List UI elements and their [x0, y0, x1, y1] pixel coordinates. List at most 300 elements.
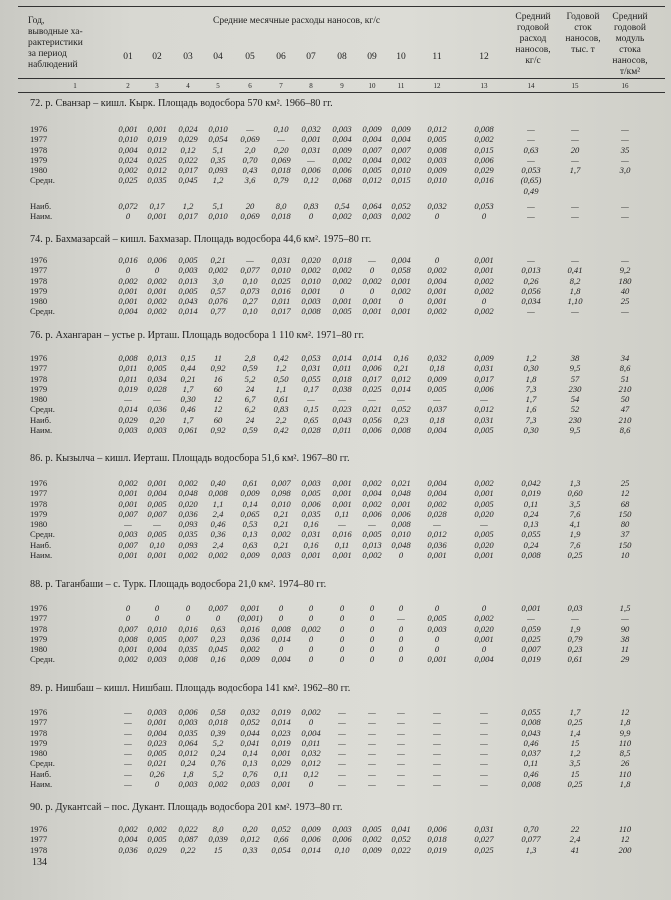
table-cell: 0,029: [474, 165, 494, 176]
table-cell: 0,022: [178, 824, 198, 834]
table-cell: 0,045: [178, 175, 198, 186]
table-cell: 0,36: [210, 529, 226, 540]
header-col14-line: годовой: [517, 23, 549, 33]
table-cell: 0,002: [332, 154, 352, 165]
table-cell: 0,005: [178, 255, 198, 265]
table-row: [0, 265, 671, 275]
table-cell: —: [397, 707, 405, 717]
table-cell: 0,007: [118, 623, 138, 634]
row-label: 1978: [30, 727, 48, 738]
table-cell: —: [571, 613, 579, 624]
table-cell: 0,008: [208, 488, 228, 499]
table-row: [0, 624, 671, 634]
table-cell: 0,035: [301, 508, 321, 519]
table-cell: —: [338, 748, 346, 759]
row-label: Средн.: [30, 306, 55, 317]
table-cell: 0,001: [147, 285, 167, 296]
table-cell: 0,001: [474, 255, 494, 265]
table-cell: 0: [434, 255, 440, 265]
table-cell: 0,024: [178, 124, 198, 134]
column-number: 6: [248, 82, 252, 90]
table-row: [0, 145, 671, 155]
table-cell: 0,064: [178, 737, 198, 748]
table-cell: 0,83: [273, 404, 289, 415]
table-cell: —: [433, 727, 441, 738]
table-cell: 60: [213, 383, 223, 394]
table-cell: —: [621, 124, 629, 134]
table-cell: 0,036: [147, 404, 167, 415]
table-row: [0, 613, 671, 623]
row-label: 1976: [30, 824, 48, 834]
table-cell: —: [433, 519, 441, 530]
table-cell: 0,004: [362, 154, 382, 165]
section-rows: [0, 824, 671, 855]
table-cell: 0,83: [303, 201, 319, 212]
table-cell: 0,025: [147, 154, 167, 165]
table-cell: 0,058: [391, 265, 411, 276]
table-cell: 0,018: [208, 717, 228, 728]
row-label: 1980: [30, 296, 48, 307]
table-cell: 12: [213, 394, 223, 405]
table-cell: 0: [339, 285, 345, 296]
table-cell: 0,21: [210, 255, 226, 265]
table-cell: 1,8: [569, 285, 581, 296]
table-cell: 0,003: [147, 707, 167, 717]
table-cell: 37: [620, 529, 630, 540]
table-cell: 80: [620, 519, 630, 530]
table-cell: 0,043: [332, 414, 352, 425]
table-cell: 0,006: [301, 165, 321, 176]
row-label: 1980: [30, 644, 48, 655]
table-cell: 1,8: [525, 373, 537, 384]
table-cell: 0,064: [362, 201, 382, 212]
table-cell: 0,037: [521, 748, 541, 759]
table-cell: 0: [398, 603, 404, 613]
table-cell: —: [368, 717, 376, 728]
table-cell: 0,003: [147, 425, 167, 436]
table-cell: 0,39: [210, 727, 226, 738]
table-row: [0, 758, 671, 768]
table-cell: 0,031: [301, 529, 321, 540]
table-cell: 0,001: [118, 498, 138, 509]
table-row: [0, 845, 671, 855]
table-cell: 0,036: [240, 633, 260, 644]
table-cell: (0,001): [237, 613, 263, 624]
header-col14-line: расход: [519, 34, 547, 44]
table-cell: 0,14: [242, 498, 258, 509]
table-cell: 0,029: [271, 758, 291, 769]
table-row: [0, 519, 671, 529]
table-cell: 0,22: [180, 844, 196, 855]
table-cell: 0,006: [474, 154, 494, 165]
table-cell: 0: [369, 654, 375, 665]
table-cell: 0,002: [391, 154, 411, 165]
row-label: 1976: [30, 478, 48, 488]
table-row: [0, 550, 671, 560]
table-cell: 0,92: [210, 425, 226, 436]
column-number: 16: [621, 82, 629, 90]
table-cell: 0: [434, 211, 440, 222]
table-cell: 0,006: [427, 824, 447, 834]
table-cell: 0,025: [118, 175, 138, 186]
table-cell: 15: [570, 768, 580, 779]
table-cell: 0: [398, 550, 404, 561]
table-cell: 0,004: [147, 727, 167, 738]
table-cell: 2,8: [244, 353, 256, 363]
table-cell: 0: [125, 211, 131, 222]
table-cell: 0: [434, 633, 440, 644]
table-cell: 0,012: [147, 165, 167, 176]
table-cell: 0,21: [180, 373, 196, 384]
table-row: [0, 134, 671, 144]
row-label: 1979: [30, 633, 48, 644]
table-cell: 0,005: [147, 498, 167, 509]
table-cell: 0,43: [242, 165, 258, 176]
table-cell: —: [433, 717, 441, 728]
table-cell: 0,054: [208, 134, 228, 145]
table-cell: 1,2: [275, 363, 287, 374]
table-cell: 20: [570, 144, 580, 155]
table-cell: (0,65): [520, 175, 542, 186]
table-row: [0, 175, 671, 185]
row-label: 1976: [30, 353, 48, 363]
month-header: 06: [276, 52, 286, 62]
table-row: [0, 186, 671, 196]
table-cell: 0: [308, 211, 314, 222]
column-number: 4: [186, 82, 190, 90]
table-cell: 0,006: [362, 425, 382, 436]
header-col16-line: наносов,: [612, 56, 648, 66]
table-cell: —: [153, 394, 161, 405]
table-cell: 0,005: [178, 285, 198, 296]
header-rule: [18, 78, 665, 79]
table-cell: 0,039: [208, 834, 228, 845]
header-col14-line: кг/с: [525, 56, 541, 66]
section-title: 90. р. Дукантсай – пос. Дукант. Площадь водосбора 201 км². 1973–80 гг.: [30, 802, 343, 813]
table-cell: 0,041: [240, 737, 260, 748]
table-cell: 0,005: [427, 383, 447, 394]
table-cell: 0,053: [521, 165, 541, 176]
table-cell: 51: [620, 373, 630, 384]
table-cell: 0,011: [332, 363, 352, 374]
table-cell: 0,019: [521, 654, 541, 665]
table-cell: 0,004: [427, 425, 447, 436]
table-cell: 0,002: [474, 285, 494, 296]
table-cell: —: [338, 727, 346, 738]
table-cell: 0,031: [474, 363, 494, 374]
table-cell: —: [397, 779, 405, 790]
month-header: 04: [213, 52, 223, 62]
table-cell: 9,2: [619, 265, 631, 276]
section-rows: [0, 255, 671, 317]
table-cell: 0,012: [362, 175, 382, 186]
table-row: [0, 255, 671, 265]
table-cell: 0,001: [391, 275, 411, 286]
table-cell: 0,036: [427, 539, 447, 550]
table-cell: 0,052: [391, 404, 411, 415]
table-row: [0, 779, 671, 789]
table-cell: 12: [213, 404, 223, 415]
table-cell: 0,005: [362, 529, 382, 540]
table-cell: 0: [125, 603, 131, 613]
table-cell: 0,052: [391, 201, 411, 212]
table-cell: 0,60: [567, 488, 583, 499]
table-cell: 0,002: [208, 779, 228, 790]
table-cell: 0,002: [208, 265, 228, 276]
table-cell: 0,055: [521, 529, 541, 540]
table-cell: 3,5: [569, 758, 581, 769]
table-cell: 7,3: [525, 383, 537, 394]
table-cell: 24: [245, 414, 255, 425]
table-cell: 0,011: [301, 737, 321, 748]
table-cell: 0,031: [474, 824, 494, 834]
table-cell: 0,053: [474, 201, 494, 212]
table-cell: 6,7: [244, 394, 256, 405]
table-row: [0, 769, 671, 779]
table-cell: 180: [618, 275, 632, 286]
table-cell: —: [480, 779, 488, 790]
table-cell: 0,42: [273, 425, 289, 436]
table-cell: 15: [570, 737, 580, 748]
table-cell: 0,025: [362, 383, 382, 394]
table-cell: 0,098: [271, 488, 291, 499]
table-cell: 0,010: [208, 124, 228, 134]
table-cell: 0,001: [474, 550, 494, 561]
table-cell: —: [368, 707, 376, 717]
table-cell: 0,016: [118, 255, 138, 265]
table-cell: 0,004: [118, 834, 138, 845]
table-row: [0, 478, 671, 488]
table-cell: 0,001: [147, 550, 167, 561]
table-row: [0, 509, 671, 519]
table-cell: 41: [570, 844, 580, 855]
table-cell: —: [368, 727, 376, 738]
row-label: 1977: [30, 488, 48, 499]
table-cell: 50: [620, 394, 630, 405]
table-cell: 0,001: [118, 296, 138, 307]
table-cell: 0,001: [271, 779, 291, 790]
table-cell: —: [368, 255, 376, 265]
table-cell: 0,001: [118, 644, 138, 655]
table-cell: 0,66: [273, 834, 289, 845]
table-cell: 110: [618, 824, 632, 834]
table-cell: 0,002: [147, 275, 167, 286]
table-cell: —: [338, 519, 346, 530]
table-cell: —: [433, 758, 441, 769]
table-cell: 0: [398, 654, 404, 665]
table-cell: 0,018: [427, 834, 447, 845]
table-cell: 0,001: [332, 478, 352, 488]
table-cell: 0,016: [332, 529, 352, 540]
table-cell: —: [368, 768, 376, 779]
table-cell: 0,032: [301, 748, 321, 759]
month-header: 02: [152, 52, 162, 62]
table-cell: —: [433, 707, 441, 717]
table-cell: 0,037: [427, 404, 447, 415]
table-cell: 0,12: [303, 768, 319, 779]
table-cell: 0,034: [521, 296, 541, 307]
table-cell: 0,020: [474, 623, 494, 634]
table-row: [0, 155, 671, 165]
column-number: 8: [309, 82, 313, 90]
section-title: 74. р. Бахмазарсай – кишл. Бахмазар. Площадь водосбора 44,6 км². 1975–80 гг.: [30, 234, 372, 245]
table-cell: —: [124, 748, 132, 759]
table-cell: —: [527, 613, 535, 624]
table-cell: 0,001: [301, 550, 321, 561]
table-cell: 8,6: [619, 363, 631, 374]
table-cell: 12: [620, 834, 630, 845]
table-cell: 0,003: [178, 779, 198, 790]
month-header: 11: [432, 52, 442, 62]
table-cell: 0,26: [523, 275, 539, 286]
section-title: 76. р. Ахангаран – устье р. Ирташ. Площадь водосбора 1 110 км². 1971–80 гг.: [30, 330, 365, 341]
table-cell: 0,005: [362, 824, 382, 834]
table-cell: 0,18: [429, 363, 445, 374]
table-cell: 0,034: [147, 373, 167, 384]
row-label: 1980: [30, 519, 48, 530]
table-cell: 0,001: [427, 550, 447, 561]
table-cell: 0,020: [178, 498, 198, 509]
table-cell: 0,010: [301, 275, 321, 286]
table-cell: 0,023: [147, 737, 167, 748]
table-cell: 0,23: [567, 644, 583, 655]
table-cell: 0,61: [567, 654, 583, 665]
table-cell: 0,002: [301, 707, 321, 717]
table-cell: —: [433, 737, 441, 748]
table-cell: 5,1: [212, 144, 224, 155]
table-cell: 0,048: [178, 488, 198, 499]
table-cell: 0,036: [118, 844, 138, 855]
table-cell: 0,021: [362, 404, 382, 415]
table-cell: —: [338, 717, 346, 728]
row-label: 1979: [30, 737, 48, 748]
table-cell: 0,007: [208, 603, 228, 613]
table-cell: 0,002: [391, 285, 411, 296]
table-cell: —: [433, 779, 441, 790]
table-cell: 0: [308, 779, 314, 790]
table-cell: 0,001: [521, 603, 541, 613]
table-cell: 0,005: [474, 498, 494, 509]
table-cell: 0,008: [118, 353, 138, 363]
table-cell: 47: [620, 404, 630, 415]
table-cell: 0,010: [391, 529, 411, 540]
table-cell: 0,53: [242, 519, 258, 530]
table-cell: —: [397, 748, 405, 759]
month-header: 07: [306, 52, 316, 62]
table-cell: 1,8: [182, 768, 194, 779]
table-cell: —: [124, 779, 132, 790]
table-cell: 0,002: [474, 306, 494, 317]
table-cell: —: [368, 737, 376, 748]
table-cell: 0: [398, 296, 404, 307]
table-cell: 0,032: [427, 353, 447, 363]
table-cell: 0,012: [240, 834, 260, 845]
table-cell: 1,8: [619, 779, 631, 790]
table-cell: 0: [278, 613, 284, 624]
table-cell: 68: [620, 498, 630, 509]
table-cell: —: [307, 154, 315, 165]
table-cell: 0,077: [521, 834, 541, 845]
table-cell: 9,5: [569, 363, 581, 374]
table-cell: 0,031: [271, 255, 291, 265]
table-cell: 0,031: [301, 144, 321, 155]
table-cell: 0,001: [474, 488, 494, 499]
table-cell: 0,017: [474, 373, 494, 384]
table-cell: 40: [620, 285, 630, 296]
table-cell: 0,001: [362, 306, 382, 317]
table-cell: 22: [570, 824, 580, 834]
month-header: 01: [123, 52, 133, 62]
table-cell: 0,24: [523, 539, 539, 550]
table-cell: 0,79: [273, 175, 289, 186]
table-cell: 0,013: [178, 275, 198, 286]
table-cell: 8,0: [275, 201, 287, 212]
table-cell: 0: [125, 613, 131, 624]
header-col15-line: Годовой: [566, 12, 600, 22]
table-cell: 0,59: [242, 363, 258, 374]
table-cell: 0,002: [301, 623, 321, 634]
table-cell: 0,003: [332, 824, 352, 834]
table-cell: 9,9: [619, 727, 631, 738]
table-cell: —: [480, 758, 488, 769]
table-cell: 38: [570, 353, 580, 363]
table-cell: 0,036: [178, 508, 198, 519]
table-cell: —: [338, 737, 346, 748]
table-cell: 0,70: [523, 824, 539, 834]
table-cell: 0,005: [301, 488, 321, 499]
row-label: 1978: [30, 498, 48, 509]
table-cell: 0,003: [427, 154, 447, 165]
table-cell: 0,25: [567, 779, 583, 790]
table-cell: 0,001: [147, 478, 167, 488]
table-cell: —: [338, 707, 346, 717]
table-cell: 0: [308, 603, 314, 613]
table-cell: 0,087: [178, 834, 198, 845]
header-col16-line: модуль: [615, 34, 645, 44]
table-cell: 0,012: [391, 373, 411, 384]
table-row: [0, 363, 671, 373]
table-cell: 0,005: [427, 134, 447, 145]
table-cell: 0,17: [149, 201, 165, 212]
table-cell: 0,009: [362, 124, 382, 134]
column-number: 11: [397, 82, 405, 90]
table-cell: 0,003: [332, 124, 352, 134]
table-cell: 0,028: [427, 508, 447, 519]
table-cell: 5,2: [212, 737, 224, 748]
column-number: 7: [279, 82, 283, 90]
table-cell: 0,004: [391, 255, 411, 265]
row-label: 1976: [30, 603, 48, 613]
table-row: [0, 717, 671, 727]
row-label: 1979: [30, 285, 48, 296]
table-cell: 0,001: [332, 296, 352, 307]
table-row: [0, 404, 671, 414]
table-cell: 1,5: [619, 603, 631, 613]
table-cell: 0,002: [427, 306, 447, 317]
table-cell: 0,013: [362, 539, 382, 550]
table-cell: —: [621, 306, 629, 317]
table-cell: 8,5: [619, 748, 631, 759]
header-col16-line: Средний: [612, 12, 648, 22]
table-row: [0, 306, 671, 316]
header-col15-line: сток: [574, 23, 592, 33]
section-title: 89. р. Нишбаш – кишл. Нишбаш. Площадь водосбора 141 км². 1962–80 гг.: [30, 683, 351, 694]
table-cell: 0,007: [118, 508, 138, 519]
table-cell: 0,093: [178, 519, 198, 530]
month-header: 09: [367, 52, 377, 62]
table-cell: 0: [369, 633, 375, 644]
header-col14-line: Средний: [515, 12, 551, 22]
